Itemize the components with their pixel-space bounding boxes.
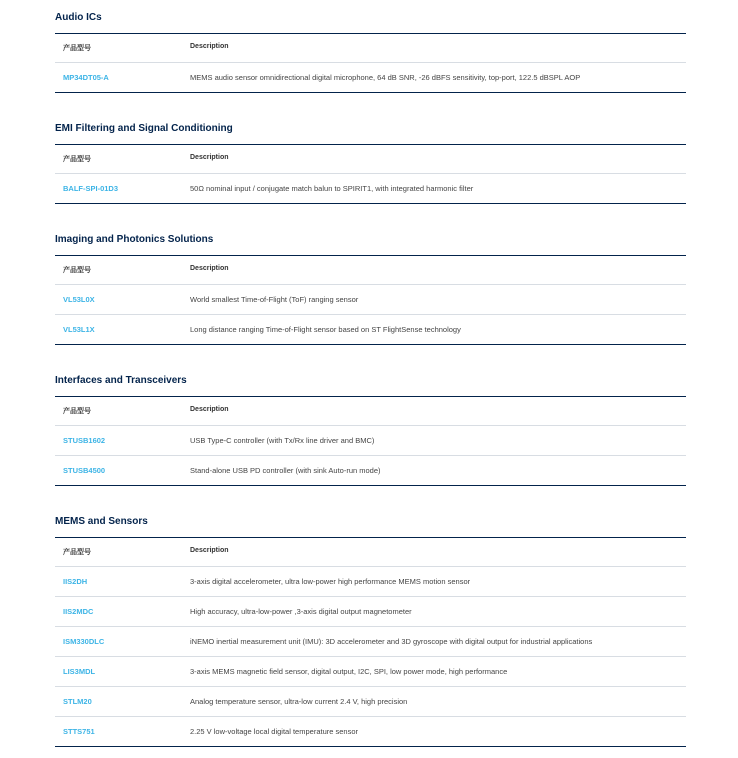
part-number-link[interactable]: BALF-SPI-01D3 <box>63 184 119 193</box>
product-table <box>55 144 686 204</box>
column-header-part: 产品型号 <box>63 408 91 415</box>
product-table <box>55 396 686 486</box>
part-description: 3-axis MEMS magnetic field sensor, digital output, I2C, SPI, low power mode, high performance <box>190 667 508 676</box>
part-number-link[interactable]: VL53L0X <box>63 295 95 304</box>
column-header-description: Description <box>190 265 229 272</box>
product-table <box>55 33 686 93</box>
section-title: EMI Filtering and Signal Conditioning <box>55 123 233 134</box>
column-header-description: Description <box>190 406 229 413</box>
part-number-link[interactable]: MP34DT05-A <box>63 73 109 82</box>
table-row <box>55 425 686 455</box>
part-number-link[interactable]: IIS2MDC <box>63 607 94 616</box>
table-header-row <box>55 34 686 62</box>
column-header-description: Description <box>190 43 229 50</box>
column-header-part: 产品型号 <box>63 549 91 556</box>
part-description: World smallest Time-of-Flight (ToF) ranging sensor <box>190 295 359 304</box>
part-description: Analog temperature sensor, ultra-low current 2.4 V, high precision <box>190 697 408 706</box>
column-header-description: Description <box>190 154 229 161</box>
table-row <box>55 284 686 314</box>
table-row <box>55 626 686 656</box>
table-header-row <box>55 256 686 284</box>
table-header-row <box>55 397 686 425</box>
part-number-link[interactable]: ISM330DLC <box>63 637 105 646</box>
column-header-description: Description <box>190 547 229 554</box>
table-row <box>55 596 686 626</box>
part-number-link[interactable]: IIS2DH <box>63 577 88 586</box>
part-description: Stand-alone USB PD controller (with sink Auto-run mode) <box>190 466 381 475</box>
table-row <box>55 716 686 746</box>
column-header-part: 产品型号 <box>63 45 91 52</box>
part-number-link[interactable]: LIS3MDL <box>63 667 96 676</box>
part-description: 2.25 V low-voltage local digital temperature sensor <box>190 727 359 736</box>
part-description: MEMS audio sensor omnidirectional digital microphone, 64 dB SNR, -26 dBFS sensitivity, top-port, 122.5 dBSPL AOP <box>190 73 581 82</box>
part-description: High accuracy, ultra-low-power ,3-axis digital output magnetometer <box>190 607 412 616</box>
product-table <box>55 255 686 345</box>
part-description: 3-axis digital accelerometer, ultra low-power high performance MEMS motion sensor <box>190 577 471 586</box>
table-header-row <box>55 145 686 173</box>
table-row <box>55 314 686 344</box>
table-header-row <box>55 538 686 566</box>
section-title: Interfaces and Transceivers <box>55 375 187 386</box>
table-row <box>55 455 686 485</box>
part-description: 50Ω nominal input / conjugate match balun to SPIRIT1, with integrated harmonic filter <box>190 184 474 193</box>
part-description: Long distance ranging Time-of-Flight sensor based on ST FlightSense technology <box>190 325 461 334</box>
part-number-link[interactable]: VL53L1X <box>63 325 95 334</box>
column-header-part: 产品型号 <box>63 156 91 163</box>
column-header-part: 产品型号 <box>63 267 91 274</box>
table-row <box>55 566 686 596</box>
section-title: Audio ICs <box>55 12 102 23</box>
table-row <box>55 686 686 716</box>
table-row <box>55 173 686 203</box>
table-row <box>55 656 686 686</box>
part-number-link[interactable]: STUSB1602 <box>63 436 106 445</box>
part-description: iNEMO inertial measurement unit (IMU): 3D accelerometer and 3D gyroscope with digital output for industrial applications <box>190 637 593 646</box>
table-row <box>55 62 686 92</box>
part-number-link[interactable]: STUSB4500 <box>63 466 106 475</box>
section-title: MEMS and Sensors <box>55 516 148 527</box>
section-title: Imaging and Photonics Solutions <box>55 234 214 245</box>
part-description: USB Type-C controller (with Tx/Rx line driver and BMC) <box>190 436 375 445</box>
part-number-link[interactable]: STTS751 <box>63 727 95 736</box>
product-table <box>55 537 686 747</box>
part-number-link[interactable]: STLM20 <box>63 697 92 706</box>
